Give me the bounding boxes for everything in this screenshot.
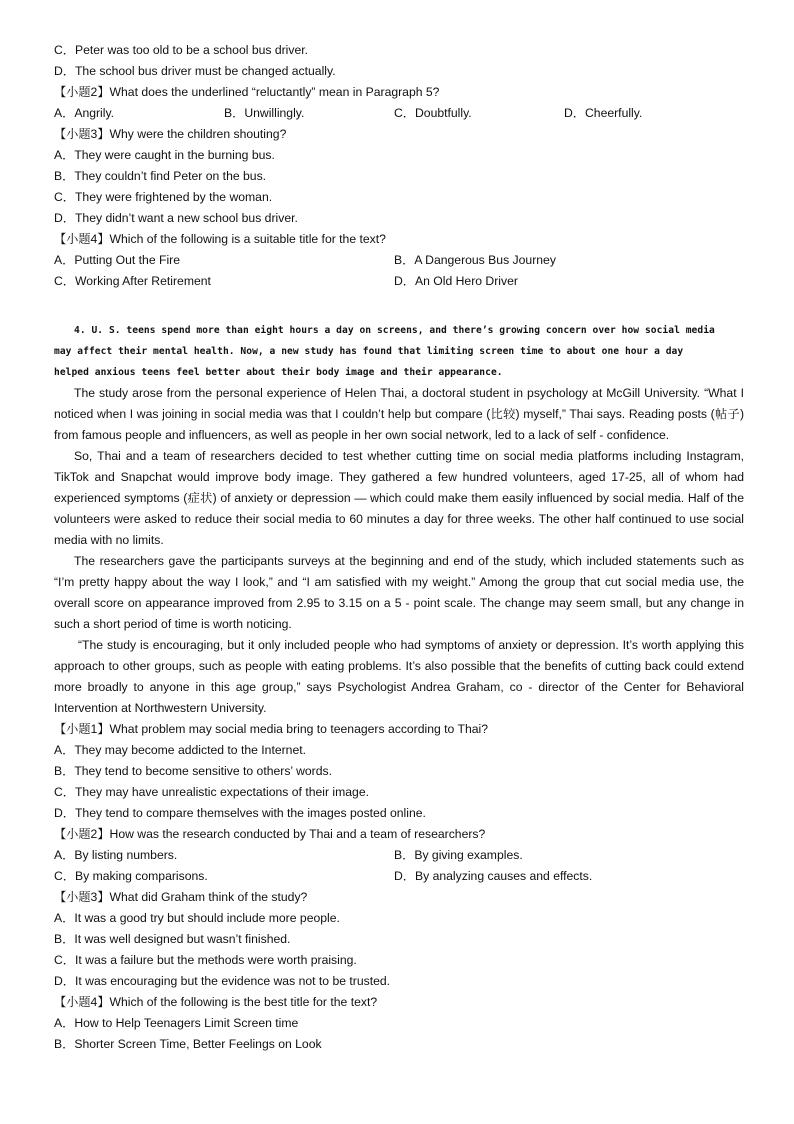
passage4-intro-line-1: 4. U. S. teens spend more than eight hours a day on screens, and there’s growing concern over how social media xyxy=(74,325,715,336)
prev-q2-stem: 【小题2】What does the underlined “reluctantly” mean in Paragraph 5? xyxy=(54,85,440,99)
prev-q3-option-d: D．They didn’t want a new school bus driver. xyxy=(54,211,298,225)
prev-q4-option-c: C．Working After Retirement xyxy=(54,274,211,288)
passage4-intro-line-3: helped anxious teens feel better about their body image and their appearance. xyxy=(54,367,503,378)
q1-stem: 【小题1】What problem may social media bring to teenagers according to Thai? xyxy=(54,722,488,736)
q2-option-c: C．By making comparisons. xyxy=(54,869,208,883)
prev-q4-option-d: D．An Old Hero Driver xyxy=(394,274,518,288)
q1-option-d: D．They tend to compare themselves with the images posted online. xyxy=(54,806,426,820)
prev-q4-options-row2 xyxy=(54,271,744,292)
q2-option-d: D．By analyzing causes and effects. xyxy=(394,869,593,883)
q2-option-b: B．By giving examples. xyxy=(394,848,523,862)
q4-option-a: A．How to Help Teenagers Limit Screen time xyxy=(54,1016,299,1030)
q3-stem: 【小题3】What did Graham think of the study? xyxy=(54,890,308,904)
q3-option-d: D．It was encouraging but the evidence was not to be trusted. xyxy=(54,974,391,988)
prev-q1-option-c: C．Peter was too old to be a school bus driver. xyxy=(54,43,309,57)
prev-q3-stem: 【小题3】Why were the children shouting? xyxy=(54,127,287,141)
document-page xyxy=(54,40,744,1055)
prev-q4-options-row1 xyxy=(54,250,744,271)
prev-q3-option-a: A．They were caught in the burning bus. xyxy=(54,148,275,162)
prev-q2-option-b: B．Unwillingly. xyxy=(224,106,305,120)
prev-q2-option-a: A．Angrily. xyxy=(54,106,115,120)
q2-options-row2 xyxy=(54,866,744,887)
passage4-intro-line-2: may affect their mental health. Now, a new study has found that limiting screen time to about one hour a day xyxy=(54,346,684,357)
q1-option-b: B．They tend to become sensitive to others’ words. xyxy=(54,764,332,778)
q4-stem: 【小题4】Which of the following is the best title for the text? xyxy=(54,995,378,1009)
q1-option-c: C．They may have unrealistic expectations of their image. xyxy=(54,785,369,799)
passage4-paragraph-3: The researchers gave the participants surveys at the beginning and end of the study, which included statements such as “I’m pretty happy about the way I look,” and “I am satisfied with my weight.” Among the group that cut social media use, the overall score on appearance improved from 2.95 to 3.15 on a 5 - point scale. The change may seem small, but any change in such a short period of time is worth noticing. xyxy=(54,554,744,631)
prev-q3-option-c: C．They were frightened by the woman. xyxy=(54,190,273,204)
prev-q4-option-b: B．A Dangerous Bus Journey xyxy=(394,253,556,267)
q2-stem: 【小题2】How was the research conducted by Thai and a team of researchers? xyxy=(54,827,486,841)
q3-option-b: B．It was well designed but wasn’t finished. xyxy=(54,932,291,946)
q3-option-c: C．It was a failure but the methods were worth praising. xyxy=(54,953,357,967)
prev-q4-stem: 【小题4】Which of the following is a suitable title for the text? xyxy=(54,232,386,246)
prev-q3-option-b: B．They couldn’t find Peter on the bus. xyxy=(54,169,267,183)
prev-q2-option-c: C．Doubtfully. xyxy=(394,106,472,120)
q4-option-b: B．Shorter Screen Time, Better Feelings on Look xyxy=(54,1037,322,1051)
prev-q1-option-d: D．The school bus driver must be changed actually. xyxy=(54,64,336,78)
section-gap xyxy=(54,292,744,320)
passage4-paragraph-4: “The study is encouraging, but it only included people who had symptoms of anxiety or depression. It’s worth applying this approach to other groups, such as people with eating problems. It’s also possible that the benefits of cutting back could extend more broadly to anyone in this age group,” says Psychologist Andrea Graham, co - director of the Center for Behavioral Intervention at Northwestern University. xyxy=(54,638,744,715)
q2-options-row1 xyxy=(54,845,744,866)
passage4-paragraph-2: So, Thai and a team of researchers decided to test whether cutting time on social media platforms including Instagram, TikTok and Snapchat would improve body image. They gathered a few hundred volunteers, aged 17-25, all of whom had experienced symptoms (症状) of anxiety or depression — which could make them easily influenced by social media. Half of the volunteers were asked to reduce their social media to 60 minutes a day for three weeks. The other half continued to use social media with no limits. xyxy=(54,449,744,547)
q1-option-a: A．They may become addicted to the Internet. xyxy=(54,743,307,757)
prev-q4-option-a: A．Putting Out the Fire xyxy=(54,253,180,267)
q3-option-a: A．It was a good try but should include more people. xyxy=(54,911,340,925)
q2-option-a: A．By listing numbers. xyxy=(54,848,178,862)
passage4-paragraph-1: The study arose from the personal experience of Helen Thai, a doctoral student in psychology at McGill University. “What I noticed when I was joining in social media was that I couldn’t help but compare (比较) myself,” Thai says. Reading posts (帖子) from famous people and influencers, as well as people in her own social network, led to a lack of self - confidence. xyxy=(54,386,744,442)
prev-q2-options xyxy=(54,103,744,124)
prev-q2-option-d: D．Cheerfully. xyxy=(564,106,643,120)
